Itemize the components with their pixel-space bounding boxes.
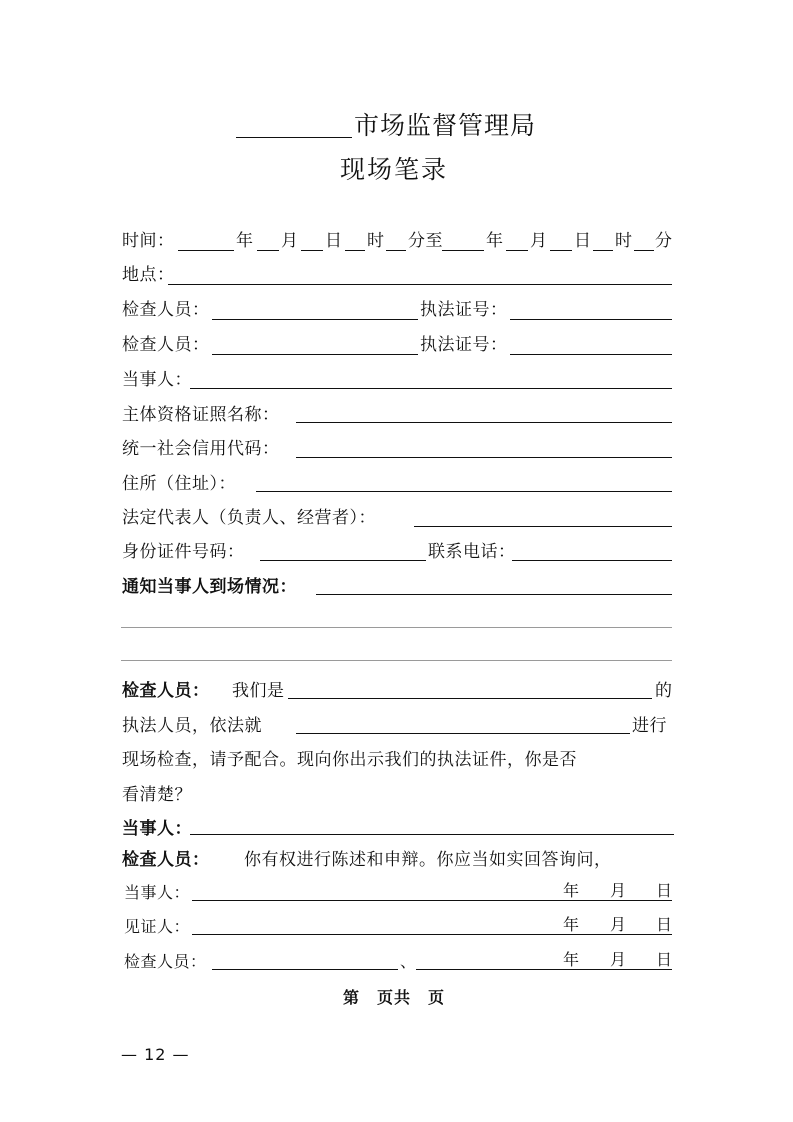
agency-suffix: 市场监督管理局 [354,111,537,140]
statement-inspector-label: 检查人员： [122,681,210,701]
statement-party-label: 当事人： [122,819,192,839]
end-month-blank[interactable] [506,250,528,251]
statement-line2-start: 执法人员，依法就 [122,716,262,736]
party-answer-blank[interactable] [190,834,674,835]
notice-label: 通知当事人到场情况： [122,577,297,597]
sign-inspectors-year: 年 [563,950,580,969]
statement-line3: 现场检查，请予配合。现向你出示我们的执法证件，你是否 [122,750,577,770]
sign-inspectors-day: 日 [656,950,673,969]
sign-inspectors-month: 月 [610,950,627,969]
start-month-label: 月 [281,231,299,251]
of-text: 的 [655,681,673,701]
agency-blank[interactable] [288,698,652,699]
end-hour-blank[interactable] [593,250,613,251]
party-label: 当事人： [122,370,192,390]
sign-separator: 、 [400,952,417,971]
cert1-label: 执法证号： [420,300,508,320]
credit-code-blank[interactable] [296,457,672,458]
sign-party-blank[interactable] [192,900,672,901]
end-day-blank[interactable] [550,250,572,251]
sign-party-label: 当事人： [124,883,191,902]
end-hour-label: 时 [615,231,633,251]
sign-witness-month: 月 [610,915,627,934]
license-name-label: 主体资格证照名称： [122,405,280,425]
start-year-blank[interactable] [178,250,234,251]
id-number-label: 身份证件号码： [122,542,245,562]
notice-continuation-line-2[interactable] [121,660,672,661]
address-blank[interactable] [256,491,672,492]
start-minute-blank[interactable] [386,250,406,251]
page-count: 第 页共 页 [343,988,446,1007]
start-month-blank[interactable] [257,250,279,251]
sign-party-month: 月 [610,881,627,900]
matter-blank[interactable] [296,733,630,734]
inspector2-blank[interactable] [212,354,418,355]
statement-line2-end: 进行 [632,716,667,736]
sign-party-year: 年 [563,881,580,900]
start-hour-label: 时 [367,231,385,251]
party-blank[interactable] [190,388,672,389]
sign-inspector2-blank[interactable] [416,969,672,970]
sign-witness-blank[interactable] [192,934,672,935]
credit-code-label: 统一社会信用代码： [122,439,280,459]
agency-name-blank[interactable] [236,137,352,138]
start-day-label: 日 [325,231,343,251]
time-label: 时间： [122,231,175,251]
page-number: — 12 — [121,1045,190,1064]
sign-witness-label: 见证人： [124,917,191,936]
sign-party-day: 日 [656,881,673,900]
cert1-blank[interactable] [510,319,672,320]
end-year-label: 年 [486,231,504,251]
end-day-label: 日 [574,231,592,251]
address-label: 住所（住址）： [122,474,236,494]
start-day-blank[interactable] [301,250,323,251]
legal-rep-label: 法定代表人（负责人、经营者）： [122,508,376,528]
end-minute-blank[interactable] [634,250,654,251]
sign-inspectors-label: 检查人员： [124,952,207,971]
statement-line4: 看清楚？ [122,785,192,805]
inspector1-label: 检查人员： [122,300,210,320]
cert2-blank[interactable] [510,354,672,355]
inspector1-blank[interactable] [212,319,418,320]
cert2-label: 执法证号： [420,335,508,355]
statement-inspector-label-2: 检查人员： [122,850,210,870]
minute-to-label: 分至 [408,231,443,251]
start-hour-blank[interactable] [345,250,365,251]
end-year-blank[interactable] [442,250,484,251]
start-year-label: 年 [236,231,254,251]
rights-text: 你有权进行陈述和申辩。你应当如实回答询问， [244,850,612,870]
phone-label: 联系电话： [428,542,516,562]
sign-witness-day: 日 [656,915,673,934]
id-number-blank[interactable] [260,560,426,561]
legal-rep-blank[interactable] [414,526,672,527]
phone-blank[interactable] [512,560,672,561]
notice-continuation-line-1[interactable] [121,627,672,628]
sign-witness-year: 年 [563,915,580,934]
end-minute-label: 分 [655,231,673,251]
location-blank[interactable] [168,284,672,285]
end-month-label: 月 [530,231,548,251]
license-name-blank[interactable] [296,422,672,423]
we-are-text: 我们是 [232,681,285,701]
inspector2-label: 检查人员： [122,335,210,355]
location-label: 地点： [122,265,175,285]
notice-blank[interactable] [316,594,672,595]
sign-inspector1-blank[interactable] [212,969,398,970]
page-title: 现场笔录 [340,155,449,184]
